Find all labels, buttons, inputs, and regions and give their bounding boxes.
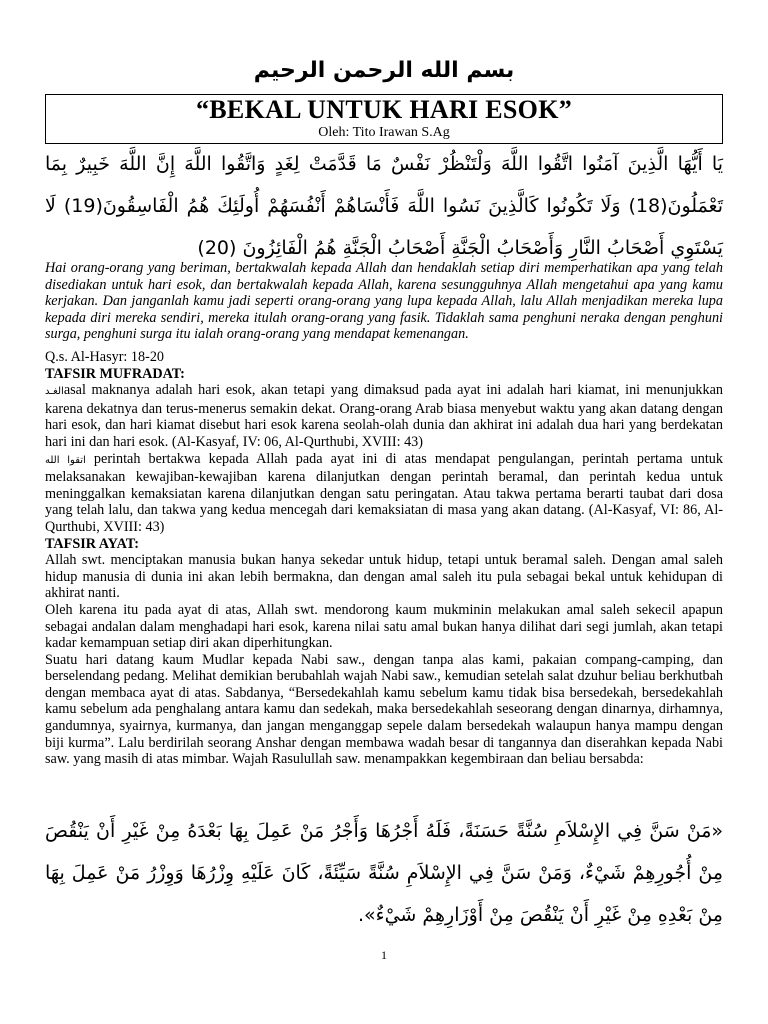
mufradat-entry-1 xyxy=(45,382,723,450)
document-title: “BEKAL UNTUK HARI ESOK” xyxy=(195,95,573,124)
arabic-term: الغـد xyxy=(45,386,64,398)
hadith-text: «مَنْ سَنَّ فِي الإِسْلاَمِ سُنَّةً حَسَنَةً، فَلَهُ أَجْرُهَا وَأَجْرُ مَنْ عَمِلَ بِهَا بَعْدَهُ مِنْ غَيْرِ أَنْ يَنْقُصَ مِنْ أُجُورِهِمْ شَيْءٌ، وَمَنْ سَنَّ فِي الإِسْلاَمِ سُنَّةً سَيِّئَةً، كَانَ عَلَيْهِ وِزْرُهَا وَوِزْرُ مَنْ عَمِلَ بِهَا مِنْ بَعْدِهِ مِنْ غَيْرِ أَنْ يَنْقُصَ مِنْ أَوْزَارِهِمْ شَيْءٌ». xyxy=(45,820,723,926)
verse-source: Q.s. Al-Hasyr: 18-20 xyxy=(45,349,165,365)
quran-verses: يَا أَيُّهَا الَّذِينَ آمَنُوا اتَّقُوا اللَّهَ وَلْتَنْظُرْ نَفْسٌ مَا قَدَّمَتْ لِغَدٍ وَاتَّقُوا اللَّهَ إِنَّ اللَّهَ خَبِيرٌ بِمَا تَعْمَلُونَ(18) وَلَا تَكُونُوا كَالَّذِينَ نَسُوا اللَّهَ فَأَنْسَاهُمْ أَنْفُسَهُمْ أُولَئِكَ هُمُ الْفَاسِقُونَ(19) لَا يَسْتَوِي أَصْحَابُ النَّارِ وَأَصْحَابُ الْجَنَّةِ أَصْحَابُ الْجَنَّةِ هُمُ الْفَائِزُونَ (20) xyxy=(45,153,724,259)
paragraph: Oleh karena itu pada ayat di atas, Allah swt. mendorong kaum mukminin melakukan amal saleh sekecil apapun sebagai andalan dalam menghadapi hari esok, karena nilai satu amal bukan hanya dilihat dari segi jumlah, akan tetapi kadar kemampuan setiap diri akan diperhitungkan. xyxy=(45,601,723,652)
page-number: 1 xyxy=(381,948,387,962)
arabic-term: اتقوا الله xyxy=(45,454,86,466)
mufradat-text: perintah bertakwa kepada Allah pada ayat ini di atas mendapat pengulangan, perintah pertama untuk melaksanakan kewajiban-kewajiban karena dilanjutkan dengan perintah beramal, dan perintah kedua untuk meninggalkan kemaksiatan karena dilanjutkan dengan satu peringatan. Atau takwa pertama berarti taubat dari dosa yang telah lalu, dan takwa yang kedua mencegah dari kemaksiatan di masa yang akan datang. (Al-Kasyaf, VI: 86, Al-Qurthubi, XVIII: 43) xyxy=(45,450,723,535)
basmala-heading: بسم الله الرحمن الرحيم xyxy=(253,58,515,83)
paragraph: Suatu hari datang kaum Mudlar kepada Nabi saw., dengan tanpa alas kami, pakaian compang-camping, dan berselendang pedang. Melihat demikian berubahlah wajah Nabi saw., kemudian setelah salat dzuhur beliau berkhutbah dengan membaca ayat di atas. Sabdanya, “Bersedekahlah kamu sebelum kamu tidak bisa bersedekah, bersedekahlah kamu sebelum ada penghalang antara kamu dan sedekah, maka bersedekahlah seseorang dengan dinarnya, dirhamnya, gandumnya, syairnya, kurmanya, dan jangan menganggap sepele dalam bersedekah walaupun hanya mampu dengan biji kurma”. Lalu berdirilah seorang Anshar dengan membawa wadah besar di tangannya dan diserahkan kepada Nabi saw. yang masih di atas mimbar. Wajah Rasulullah saw. menampakkan kegembiraan dan beliau bersabda: xyxy=(45,651,723,768)
tafsir-body xyxy=(45,349,723,768)
paragraph: Allah swt. menciptakan manusia bukan hanya sekedar untuk hidup, tetapi untuk beramal saleh. Dengan amal saleh hidup manusia di dunia ini akan lebih bermakna, dan dengan amal saleh itu pula sebagai bekal untuk kehidupan di akhirat nanti. xyxy=(45,552,723,602)
mufradat-entry-2 xyxy=(45,451,723,536)
verse-translation xyxy=(45,260,723,343)
title-box xyxy=(45,94,723,144)
translation-text: Hai orang-orang yang beriman, bertakwalah kepada Allah dan hendaklah setiap diri memperhatikan apa yang telah disediakan untuk hari esok, dan bertakwalah kepada Allah, karena sesungguhnya Allah mengetahui apa yang kamu kerjakan. Dan janganlah kamu jadi seperti orang-orang yang lupa kepada Allah, lalu Allah menjadikan mereka lupa kepada diri mereka sendiri, mereka itulah orang-orang yang fasik. Tidaklah sama penghuni neraka dengan penghuni surga, penghuni surga itu ialah orang-orang yang mendapat kemenangan. xyxy=(45,260,723,342)
mufradat-heading: TAFSIR MUFRADAT: xyxy=(45,365,185,382)
tafsir-ayat-heading: TAFSIR AYAT: xyxy=(45,535,139,552)
author-line: Oleh: Tito Irawan S.Ag xyxy=(318,125,450,140)
mufradat-text: asal maknanya adalah hari esok, akan tetapi yang dimaksud pada ayat ini adalah hari kiamat, ini menunjukkan karena dekatnya dan terus-menerus semakin dekat. Orang-orang Arab biasa menyebut waktu yang akan datang dengan hari esok, dan hari kiamat disebut hari esok karena seolah-olah dunia dan akhirat ini adalah dua hari yang berdekatan hari ini dan hari esok. (Al-Kasyaf, IV: 06, Al-Qurthubi, XVIII: 43) xyxy=(45,382,723,450)
